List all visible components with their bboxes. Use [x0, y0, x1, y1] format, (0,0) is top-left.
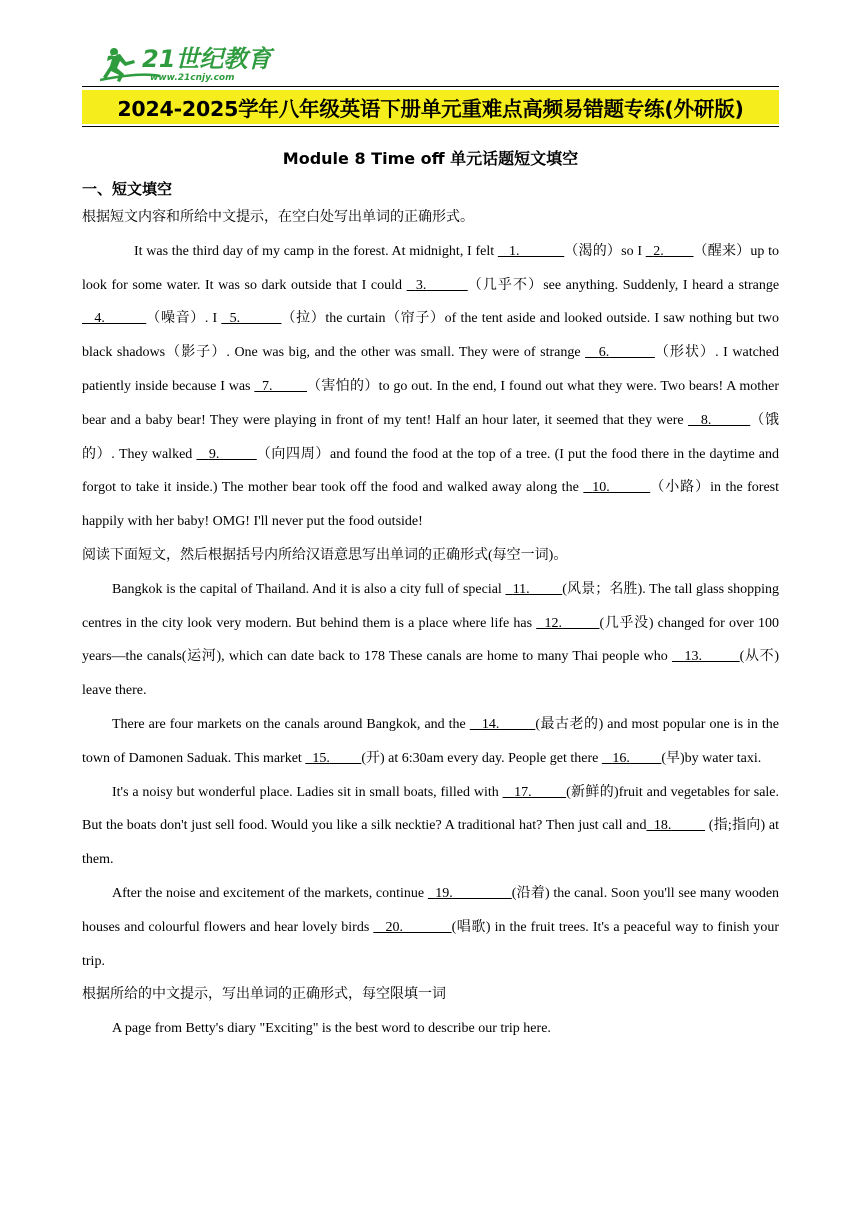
- blank-7: 7.: [262, 378, 273, 394]
- blank-18: 18.: [653, 818, 672, 834]
- blank-6: 6.: [598, 345, 610, 361]
- instruction-2: 阅读下面短文，然后根据括号内所给汉语意思写出单词的正确形式(每空一词)。: [82, 547, 568, 563]
- blank-2: 2.: [653, 243, 664, 259]
- passage-2-para-1: Bangkok is the capital of Thailand. And it is also a city full of special 11. (风景；名胜). The tall glass shopping centres in the city look very modern. But behind them is a place where life has 12. (几乎没) changed for over 100 years—the canals(运河), which can date back to 178 These canals are home to many Thai people who 13. (从不) leave there.: [82, 581, 780, 699]
- blank-20: 20.: [385, 919, 403, 935]
- header-rule-bottom: [82, 126, 779, 127]
- blank-10: 10.: [592, 480, 610, 496]
- blank-8: 8.: [700, 412, 712, 428]
- blank-9: 9.: [208, 446, 220, 462]
- logo: [100, 42, 275, 84]
- logo-url: www.21cnjy.com: [150, 73, 235, 83]
- blank-13: 13.: [684, 649, 703, 665]
- instruction-1: 根据短文内容和所给中文提示，在空白处写出单词的正确形式。: [82, 210, 474, 225]
- blank-12: 12.: [544, 615, 563, 631]
- passage-1: It was the third day of my camp in the forest. At midnight, I felt 1. （渴的）so I 2. （醒来）up to look for some water. It was so dark outside that I could 3. （几乎不）see anything. Suddenly, I heard a strange 4. （噪音）. I 5. （拉）the curtain（帘子）of the tent aside and looked outside. I saw nothing but two black shadows（影子）. One was big, and the other was small. They were of strange 6. （形状）. I watched patiently inside because I was 7. （害怕的）to go out. In the end, I found out what they were. Two bears! A mother bear and a baby bear! They were playing in front of my tent! Half an hour later, it seemed that they were 8. （饿的）. They walked 9. （向四周）and found the food at the top of a tree. (I put the food there in the daytime and forgot to take it inside.) The mother bear took off the food and walked away along the 10. （小路）in the forest happily with her baby! OMG! I'll never put the food outside!: [82, 243, 780, 530]
- instruction-3: 根据所给的中文提示，写出单词的正确形式，每空限填一词: [82, 987, 446, 1003]
- passage-2-para-3: It's a noisy but wonderful place. Ladies sit in small boats, filled with 17. (新鲜的)fruit and vegetables for sale. But the boats don't just sell food. Would you like a silk necktie? A traditional hat? Then just call and 18. (指;指向) at them.: [82, 784, 780, 868]
- logo-text: 21世纪教育: [142, 45, 272, 73]
- passage-3: A page from Betty's diary "Exciting" is the best word to describe our trip here.: [112, 1021, 551, 1037]
- blank-14: 14.: [481, 716, 500, 732]
- blank-16: 16.: [612, 750, 630, 766]
- blank-15: 15.: [312, 750, 330, 766]
- banner-title: 2024-2025学年八年级英语下册单元重难点高频易错题专练(外研版): [82, 90, 779, 124]
- blank-1: 1.: [509, 243, 520, 259]
- blank-19: 19.: [435, 885, 453, 901]
- blank-4: 4.: [94, 311, 105, 327]
- blank-5: 5.: [229, 311, 241, 327]
- blank-11: 11.: [512, 581, 530, 597]
- header-rule-top: [82, 86, 779, 87]
- passage-2-para-2: There are four markets on the canals around Bangkok, and the 14. (最古老的) and most popular one is in the town of Damonen Saduak. This market 15. (开) at 6:30am every day. People get there 16. (早)by water taxi.: [82, 716, 780, 766]
- text: It was the third day of my camp in the forest. At midnight, I felt: [134, 243, 495, 259]
- document-body: [82, 201, 779, 1046]
- page-title: Module 8 Time off 单元话题短文填空: [282, 149, 579, 168]
- blank-3: 3.: [415, 277, 427, 293]
- passage-2-para-4: After the noise and excitement of the markets, continue 19. (沿着) the canal. Soon you'll see many wooden houses and colourful flowers and hear lovely birds 20. (唱歌) in the fruit trees. It's a peaceful way to finish your trip.: [82, 885, 780, 969]
- blank-17: 17.: [514, 784, 532, 800]
- section-heading: 一、短文填空: [82, 180, 173, 198]
